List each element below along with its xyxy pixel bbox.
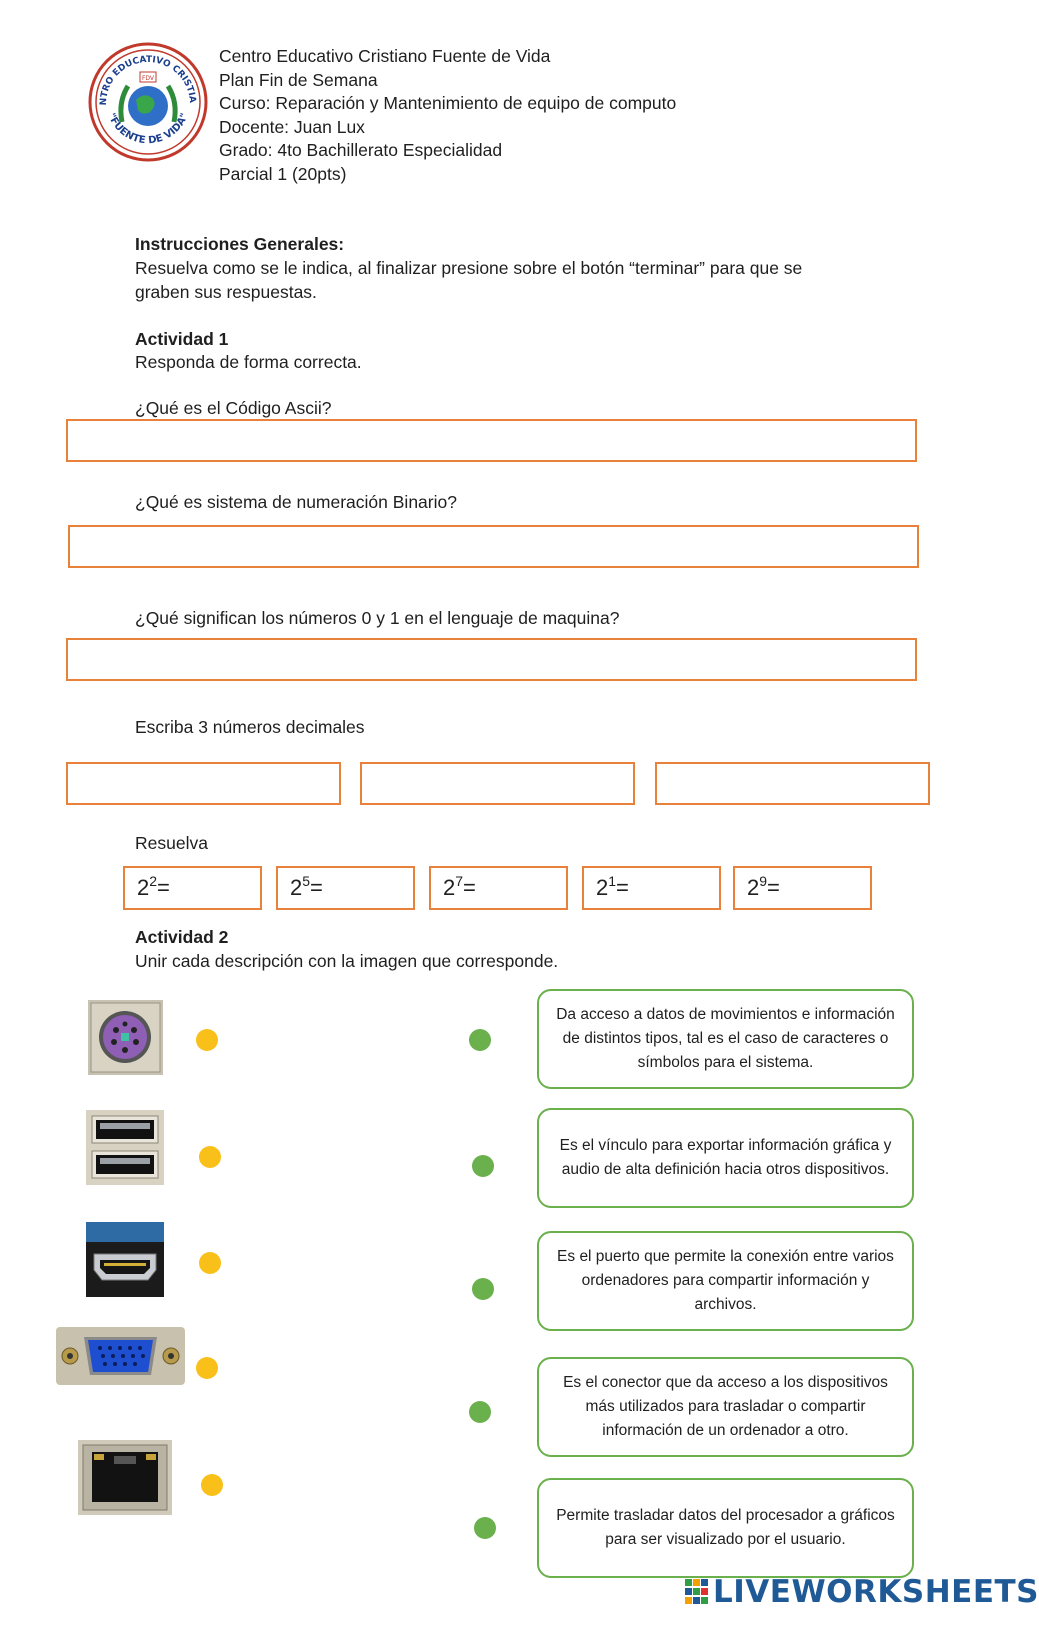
match-dot-left-2[interactable] [199, 1146, 221, 1168]
power-box-4[interactable] [582, 866, 721, 910]
liveworksheets-brand: LIVEWORKSHEETS [713, 1574, 1039, 1610]
vga-port-icon [56, 1327, 185, 1385]
description-box-3 [537, 1231, 914, 1331]
power-box-2[interactable] [276, 866, 415, 910]
power-box-3[interactable] [429, 866, 568, 910]
ps2-port-image [88, 1000, 163, 1075]
match-dot-right-1[interactable] [469, 1029, 491, 1051]
logo-text-top: NTRO EDUCATIVO CRISTIA [98, 54, 198, 106]
grade-label: Grado: 4to Bachillerato Especialidad [219, 140, 503, 160]
hdmi-port-image [86, 1222, 164, 1297]
question-ascii: ¿Qué es el Código Ascii? [135, 398, 332, 418]
resuelva-label: Resuelva [135, 833, 208, 853]
partial-label: Parcial 1 (20pts) [219, 164, 347, 184]
ethernet-port-icon [78, 1440, 172, 1515]
logo-text-bottom: "FUENTE DE VIDA" [105, 111, 191, 147]
power-exponent: 5 [302, 873, 311, 889]
description-text: Permite trasladar datos del procesador a gráficos para ser visualizado por el usuario. [556, 1507, 895, 1548]
question-binary: ¿Qué es sistema de numeración Binario? [135, 492, 457, 512]
power-box-5[interactable] [733, 866, 872, 910]
power-box-1[interactable] [123, 866, 262, 910]
power-base: 2 [443, 875, 456, 900]
match-dot-left-3[interactable] [199, 1252, 221, 1274]
match-dot-right-5[interactable] [474, 1517, 496, 1539]
ps2-port-icon [88, 1000, 163, 1075]
activity1-title: Actividad 1 [135, 329, 229, 349]
match-dot-right-4[interactable] [469, 1401, 491, 1423]
instructions-line-2: graben sus respuestas. [135, 282, 317, 302]
liveworksheets-icon [685, 1579, 709, 1605]
description-text: Es el vínculo para exportar información gráfica y audio de alta definición hacia otros dispositivos. [559, 1137, 892, 1178]
match-dot-right-2[interactable] [472, 1155, 494, 1177]
power-exponent: 9 [759, 873, 768, 889]
instructions-line-1: Resuelva como se le indica, al finalizar presione sobre el botón “terminar” para que se [135, 258, 803, 278]
match-dot-right-3[interactable] [472, 1278, 494, 1300]
liveworksheets-logo [685, 1572, 1039, 1612]
power-equals: = [767, 875, 780, 900]
description-box-1 [537, 989, 914, 1089]
usb-port-icon [86, 1110, 164, 1185]
power-base: 2 [137, 875, 150, 900]
description-box-5 [537, 1478, 914, 1578]
power-equals: = [616, 875, 629, 900]
description-box-4 [537, 1357, 914, 1457]
decimal-input-1[interactable] [66, 762, 341, 805]
school-logo [88, 42, 208, 162]
vga-port-image [56, 1327, 185, 1385]
plan-label: Plan Fin de Semana [219, 70, 378, 90]
description-text: Da acceso a datos de movimientos e información de distintos tipos, tal es el caso de caracteres o símbolos para el sistema. [556, 1006, 895, 1071]
match-dot-left-1[interactable] [196, 1029, 218, 1051]
answer-binary-input[interactable] [68, 525, 919, 568]
description-text: Es el conector que da acceso a los dispositivos más utilizados para trasladar o compartir información de un ordenador a otro. [563, 1374, 888, 1439]
school-logo-icon [88, 42, 208, 162]
decimal-input-3[interactable] [655, 762, 930, 805]
logo-inner: FDV [141, 75, 155, 82]
power-equals: = [310, 875, 323, 900]
activity2-subtitle: Unir cada descripción con la imagen que corresponde. [135, 951, 559, 971]
course-label: Curso: Reparación y Mantenimiento de equipo de computo [219, 93, 677, 113]
power-base: 2 [596, 875, 609, 900]
match-dot-left-5[interactable] [201, 1474, 223, 1496]
power-equals: = [463, 875, 476, 900]
power-equals: = [157, 875, 170, 900]
answer-zero-one-input[interactable] [66, 638, 917, 681]
power-exponent: 2 [149, 873, 158, 889]
power-base: 2 [290, 875, 303, 900]
answer-ascii-input[interactable] [66, 419, 917, 462]
instructions-title: Instrucciones Generales: [135, 234, 345, 254]
power-base: 2 [747, 875, 760, 900]
description-box-2 [537, 1108, 914, 1208]
power-exponent: 1 [608, 873, 617, 889]
activity1-subtitle: Responda de forma correcta. [135, 352, 362, 372]
match-dot-left-4[interactable] [196, 1357, 218, 1379]
activity2-title: Actividad 2 [135, 927, 229, 947]
ethernet-port-image [78, 1440, 172, 1515]
teacher-label: Docente: Juan Lux [219, 117, 365, 137]
decimal-input-2[interactable] [360, 762, 635, 805]
school-name: Centro Educativo Cristiano Fuente de Vida [219, 46, 551, 66]
question-decimals: Escriba 3 números decimales [135, 717, 365, 737]
hdmi-port-icon [86, 1222, 164, 1297]
power-exponent: 7 [455, 873, 464, 889]
description-text: Es el puerto que permite la conexión entre varios ordenadores para compartir información y archivos. [557, 1248, 894, 1313]
usb-port-image [86, 1110, 164, 1185]
question-zero-one: ¿Qué significan los números 0 y 1 en el lenguaje de maquina? [135, 608, 620, 628]
